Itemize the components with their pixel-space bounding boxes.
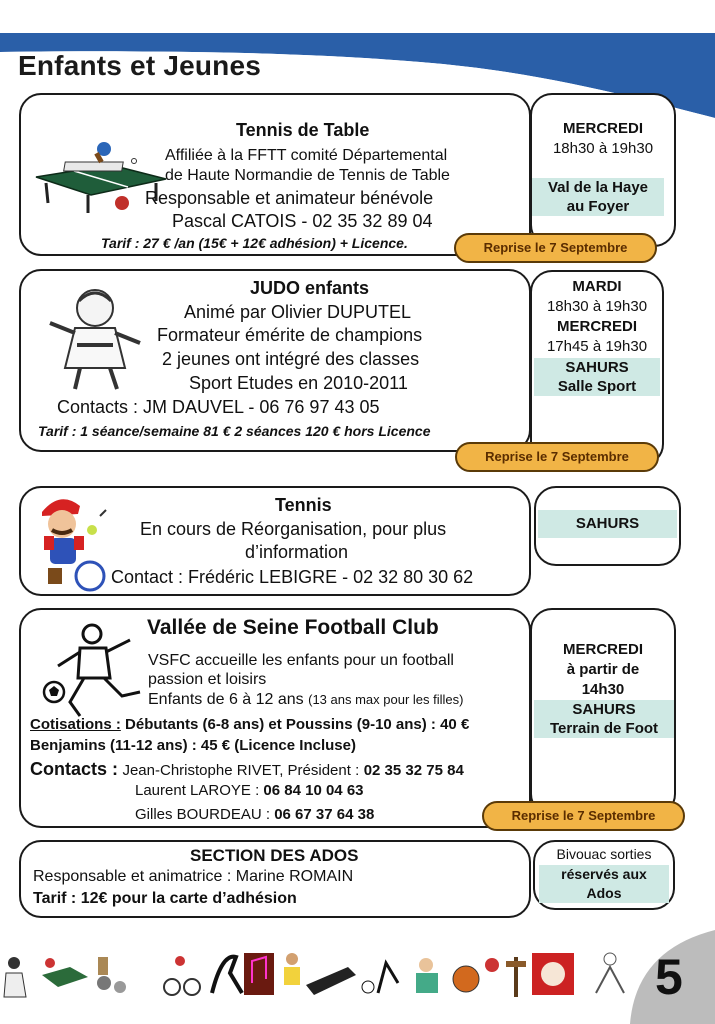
contact-phone: 06 67 37 64 38 bbox=[274, 806, 375, 823]
schedule-location bbox=[534, 358, 660, 396]
basketball-icon bbox=[453, 958, 499, 992]
football-icon bbox=[362, 963, 398, 993]
contact-phone: 06 84 10 04 63 bbox=[263, 782, 364, 799]
judo-icon bbox=[4, 957, 26, 997]
petanque-icon bbox=[97, 957, 126, 993]
judo-tarif: Tarif : 1 séance/semaine 81 € 2 séances 120 € hors Licence bbox=[38, 423, 431, 439]
schedule-day: MERCREDI bbox=[562, 641, 643, 658]
football-cotisations bbox=[30, 716, 469, 733]
music-icon bbox=[244, 953, 274, 995]
keyboard-icon bbox=[306, 967, 356, 995]
mario-tennis-illustration bbox=[30, 490, 110, 598]
schedule-location bbox=[532, 178, 664, 216]
kids-icon bbox=[416, 958, 438, 993]
football-benjamins: Benjamins (11-12 ans) : 45 € (Licence Incluse) bbox=[30, 737, 356, 754]
schedule-location: SAHURS bbox=[538, 510, 677, 538]
football-contact-1 bbox=[30, 759, 464, 780]
football-line-1: VSFC accueille les enfants pour un football bbox=[148, 652, 454, 669]
contact-name: Gilles BOURDEAU : bbox=[135, 806, 271, 823]
judo-line-3: 2 jeunes ont intégré des classes bbox=[162, 349, 420, 369]
schedule-location bbox=[534, 700, 674, 738]
tennis-table-committee: de Haute Normandie de Tennis de Table bbox=[165, 167, 450, 184]
location-line: Val de la Haye bbox=[547, 179, 649, 196]
schedule-time: 14h30 bbox=[581, 681, 625, 698]
location-line: SAHURS bbox=[565, 359, 629, 376]
schedule-time: 18h30 à 19h30 bbox=[546, 298, 648, 315]
location-line: Terrain de Foot bbox=[549, 720, 659, 737]
tennis-title: Tennis bbox=[275, 495, 332, 515]
tennis-table-responsible: Responsable et animateur bénévole bbox=[145, 188, 434, 208]
football-line-2: passion et loisirs bbox=[148, 671, 267, 688]
cotisations-label: Cotisations : bbox=[30, 716, 121, 733]
schedule-time: 18h30 à 19h30 bbox=[552, 140, 654, 157]
judo-contacts: Contacts : JM DAUVEL - 06 76 97 43 05 bbox=[57, 397, 380, 417]
football-player-illustration bbox=[40, 620, 145, 720]
tennis-table-affiliation: Affiliée à la FFTT comité Départemental bbox=[165, 147, 448, 164]
ados-title: SECTION DES ADOS bbox=[190, 846, 359, 865]
ages-note: (13 ans max pour les filles) bbox=[308, 692, 464, 707]
side-note-line: réservés aux bbox=[561, 866, 647, 882]
location-line: au Foyer bbox=[566, 198, 630, 215]
dancer-icon bbox=[212, 957, 242, 993]
schedule-day: MARDI bbox=[572, 278, 622, 295]
page-number: 5 bbox=[655, 949, 683, 1005]
judo-kid-illustration bbox=[35, 283, 150, 393]
tennis-table-schedule bbox=[530, 93, 676, 247]
tennis-player-icon bbox=[284, 953, 300, 985]
ping-pong-icon bbox=[42, 958, 88, 987]
cotisations-text: Débutants (6-8 ans) et Poussins (9-10 ans) : 40 € bbox=[125, 716, 470, 733]
reprise-badge: Reprise le 7 Septembre bbox=[482, 801, 685, 831]
judo-line-1: Animé par Olivier DUPUTEL bbox=[184, 302, 412, 322]
judo-line-2: Formateur émérite de champions bbox=[157, 325, 423, 345]
football-schedule bbox=[530, 608, 676, 816]
schedule-day: MERCREDI bbox=[556, 318, 637, 335]
ages-text: Enfants de 6 à 12 ans bbox=[148, 691, 304, 708]
tennis-table-tarif: Tarif : 27 € /an (15€ + 12€ adhésion) + Licence. bbox=[101, 235, 408, 251]
tennis-schedule bbox=[534, 486, 681, 566]
schedule-time: à partir de bbox=[566, 661, 640, 678]
reprise-badge: Reprise le 7 Septembre bbox=[455, 442, 659, 472]
location-line: Salle Sport bbox=[557, 378, 637, 395]
judo-schedule bbox=[530, 270, 664, 466]
ados-responsible: Responsable et animatrice : Marine ROMAIN bbox=[33, 868, 354, 885]
reprise-badge: Reprise le 7 Septembre bbox=[454, 233, 657, 263]
contact-phone: 02 35 32 75 84 bbox=[363, 762, 464, 779]
tennis-line-2: d’information bbox=[245, 542, 349, 562]
location-line: SAHURS bbox=[572, 701, 636, 718]
contacts-label: Contacts : bbox=[30, 759, 119, 779]
sports-icon-strip bbox=[0, 943, 640, 1001]
football-ages bbox=[148, 691, 463, 709]
football-title: Vallée de Seine Football Club bbox=[147, 616, 439, 639]
side-note-line: Ados bbox=[586, 885, 622, 901]
sport-poster-icon bbox=[532, 953, 574, 995]
judo-line-4: Sport Etudes en 2010-2011 bbox=[189, 373, 408, 393]
contact-name: Jean-Christophe RIVET, Président : bbox=[122, 762, 360, 779]
judo-title: JUDO enfants bbox=[250, 278, 370, 298]
tennis-line-1: En cours de Réorganisation, pour plus bbox=[140, 519, 447, 539]
football-contact-2 bbox=[135, 782, 364, 799]
tennis-table-title: Tennis de Table bbox=[236, 120, 370, 140]
tennis-table-contact: Pascal CATOIS - 02 35 32 89 04 bbox=[172, 211, 433, 231]
signpost-icon bbox=[506, 957, 526, 997]
football-contact-3 bbox=[135, 806, 374, 823]
schedule-day: MERCREDI bbox=[562, 120, 643, 137]
side-note-highlight bbox=[539, 865, 669, 903]
tennis-contact: Contact : Frédéric LEBIGRE - 02 32 80 30 62 bbox=[111, 567, 474, 587]
cyclist-icon bbox=[164, 956, 200, 995]
ados-tarif: Tarif : 12€ pour la carte d’adhésion bbox=[33, 890, 297, 907]
side-note-line: Bivouac sorties bbox=[556, 846, 652, 862]
ados-side-note bbox=[533, 840, 675, 910]
schedule-time: 17h45 à 19h30 bbox=[546, 338, 648, 355]
contact-name: Laurent LAROYE : bbox=[135, 782, 260, 799]
yoga-icon bbox=[596, 953, 624, 993]
page-title: Enfants et Jeunes bbox=[18, 50, 262, 81]
